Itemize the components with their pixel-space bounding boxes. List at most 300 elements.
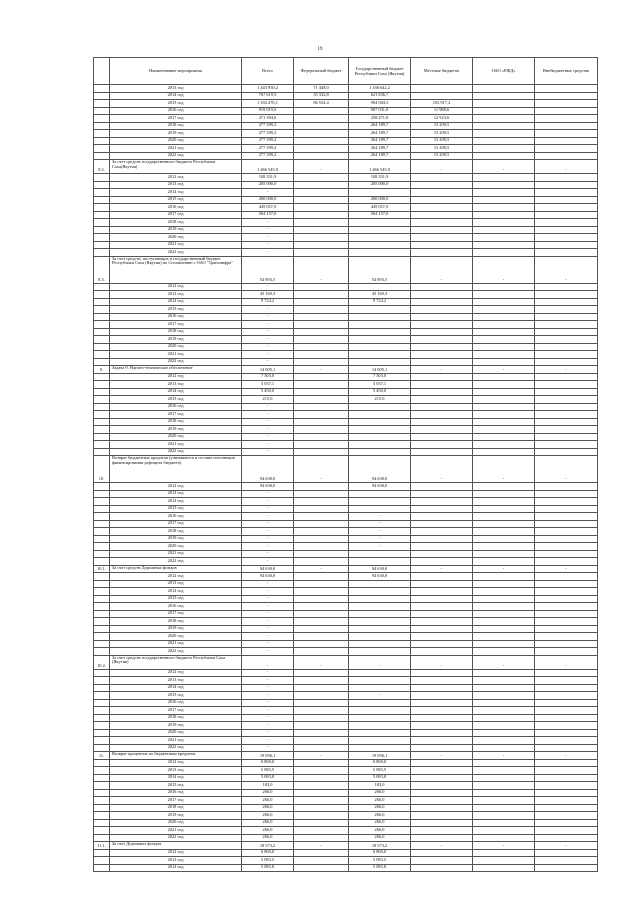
extrabudgetary-cell <box>535 692 598 700</box>
rzd-cell <box>473 819 535 827</box>
state-budget-cell <box>349 618 411 626</box>
federal-budget-cell <box>294 418 349 426</box>
local-budgets-cell <box>411 827 473 835</box>
rzd-cell <box>473 692 535 700</box>
total-cell: 266,0 <box>242 827 294 835</box>
extrabudgetary-cell <box>535 595 598 603</box>
total-cell: 6 860,0 <box>242 759 294 767</box>
federal-budget-cell <box>294 122 349 130</box>
total-cell: 5 083,8 <box>242 864 294 872</box>
row-number-cell: 11. <box>94 752 110 760</box>
extrabudgetary-cell <box>535 490 598 498</box>
row-number-cell <box>94 283 110 291</box>
rzd-cell <box>473 513 535 521</box>
extrabudgetary-cell <box>535 403 598 411</box>
table-row <box>94 403 598 411</box>
rzd-cell <box>473 722 535 730</box>
state-budget-cell <box>349 595 411 603</box>
row-number-cell <box>94 550 110 558</box>
federal-budget-cell <box>294 433 349 441</box>
rzd-cell <box>473 610 535 618</box>
federal-budget-cell <box>294 789 349 797</box>
section-row <box>94 842 598 850</box>
state-budget-cell: 266,0 <box>349 789 411 797</box>
state-budget-cell <box>349 558 411 566</box>
rzd-cell <box>473 313 535 321</box>
table-row <box>94 588 598 596</box>
table-row <box>94 684 598 692</box>
local-budgets-cell <box>411 336 473 344</box>
rzd-cell <box>473 648 535 656</box>
total-cell: - <box>242 411 294 419</box>
activity-name-cell: 2021 год <box>110 737 242 745</box>
table-row <box>94 145 598 153</box>
federal-budget-cell <box>294 699 349 707</box>
extrabudgetary-cell <box>535 174 598 182</box>
federal-budget-cell <box>294 426 349 434</box>
row-number-cell <box>94 249 110 257</box>
extrabudgetary-cell <box>535 528 598 536</box>
table-row <box>94 498 598 506</box>
rzd-cell <box>473 558 535 566</box>
row-number-cell <box>94 714 110 722</box>
activity-name-cell: 2022 год <box>110 358 242 366</box>
local-budgets-cell: - <box>411 366 473 374</box>
table-row <box>94 441 598 449</box>
total-cell: - <box>242 550 294 558</box>
state-budget-cell <box>349 699 411 707</box>
row-number-cell <box>94 448 110 456</box>
total-cell: 271 394,6 <box>242 115 294 123</box>
activity-name-cell: 2019 год <box>110 722 242 730</box>
total-cell: 7 303,0 <box>242 373 294 381</box>
extrabudgetary-cell: - <box>535 565 598 573</box>
table-row <box>94 351 598 359</box>
row-number-cell <box>94 137 110 145</box>
row-number-cell <box>94 804 110 812</box>
extrabudgetary-cell <box>535 137 598 145</box>
state-budget-cell: - <box>349 692 411 700</box>
state-budget-cell <box>349 219 411 227</box>
federal-budget-cell <box>294 219 349 227</box>
activity-name-cell: 2014 год <box>110 684 242 692</box>
row-number-cell <box>94 336 110 344</box>
federal-budget-cell: - <box>294 565 349 573</box>
activity-name-cell: За счет средств Дорожных фондов <box>110 565 242 573</box>
state-budget-cell <box>349 241 411 249</box>
federal-budget-cell: - <box>294 456 349 483</box>
row-number-cell <box>94 580 110 588</box>
rzd-cell <box>473 699 535 707</box>
activity-name-cell: 2015 год <box>110 396 242 404</box>
rzd-cell <box>473 528 535 536</box>
activity-name-cell: 2022 год <box>110 834 242 842</box>
table-row <box>94 336 598 344</box>
table-row <box>94 774 598 782</box>
row-number-cell <box>94 426 110 434</box>
local-budgets-cell: 103 917,2 <box>411 100 473 108</box>
state-budget-cell: 94 630,0 <box>349 565 411 573</box>
table-header-row <box>94 58 598 85</box>
row-number-cell <box>94 241 110 249</box>
local-budgets-cell <box>411 219 473 227</box>
state-budget-cell <box>349 321 411 329</box>
local-budgets-cell <box>411 241 473 249</box>
federal-budget-cell <box>294 498 349 506</box>
local-budgets-cell <box>411 196 473 204</box>
extrabudgetary-cell <box>535 759 598 767</box>
activity-name-cell: 2020 год <box>110 543 242 551</box>
rzd-cell <box>473 543 535 551</box>
total-cell: 3 037,1 <box>242 381 294 389</box>
activity-name-cell: 2015 год <box>110 782 242 790</box>
row-number-cell <box>94 610 110 618</box>
table-row <box>94 744 598 752</box>
local-budgets-cell: 11 988,6 <box>411 107 473 115</box>
table-row <box>94 388 598 396</box>
state-budget-cell <box>349 490 411 498</box>
activity-name-cell: 2015 год <box>110 196 242 204</box>
state-budget-cell: - <box>349 543 411 551</box>
extrabudgetary-cell <box>535 558 598 566</box>
state-budget-cell <box>349 610 411 618</box>
state-budget-cell <box>349 448 411 456</box>
total-cell: 183,0 <box>242 782 294 790</box>
activity-name-cell: 2016 год <box>110 313 242 321</box>
federal-budget-cell <box>294 298 349 306</box>
rzd-cell <box>473 774 535 782</box>
table-row <box>94 804 598 812</box>
extrabudgetary-cell <box>535 196 598 204</box>
extrabudgetary-cell <box>535 211 598 219</box>
rzd-cell <box>473 640 535 648</box>
rzd-cell <box>473 137 535 145</box>
total-cell: - <box>242 505 294 513</box>
federal-budget-cell <box>294 513 349 521</box>
rzd-cell <box>473 196 535 204</box>
rzd-cell: - <box>473 655 535 669</box>
extrabudgetary-cell <box>535 849 598 857</box>
state-budget-cell <box>349 729 411 737</box>
federal-budget-cell <box>294 603 349 611</box>
local-budgets-cell <box>411 633 473 641</box>
state-budget-cell <box>349 306 411 314</box>
state-budget-cell: 94 630,0 <box>349 573 411 581</box>
extrabudgetary-cell <box>535 358 598 366</box>
total-cell: - <box>242 558 294 566</box>
activity-name-cell: 2021 год <box>110 145 242 153</box>
total-cell: - <box>242 418 294 426</box>
activity-name-cell: 2020 год <box>110 433 242 441</box>
activity-name-cell: 2013 год <box>110 291 242 299</box>
rzd-cell <box>473 211 535 219</box>
extrabudgetary-cell <box>535 767 598 775</box>
extrabudgetary-cell <box>535 343 598 351</box>
activity-name-cell: 2012 год <box>110 669 242 677</box>
rzd-cell <box>473 115 535 123</box>
table-row <box>94 505 598 513</box>
table-row <box>94 625 598 633</box>
total-cell: - <box>242 677 294 685</box>
total-cell: - <box>242 528 294 536</box>
table-row <box>94 827 598 835</box>
total-cell: - <box>242 313 294 321</box>
extrabudgetary-cell: - <box>535 842 598 850</box>
extrabudgetary-cell: - <box>535 456 598 483</box>
federal-budget-cell <box>294 543 349 551</box>
federal-budget-cell <box>294 358 349 366</box>
state-budget-cell: 54 893,5 <box>349 256 411 283</box>
state-budget-cell: 5 083,5 <box>349 767 411 775</box>
federal-budget-cell <box>294 448 349 456</box>
extrabudgetary-cell <box>535 115 598 123</box>
activity-name-cell: 2017 год <box>110 610 242 618</box>
table-row <box>94 283 598 291</box>
federal-budget-cell <box>294 857 349 865</box>
extrabudgetary-cell: - <box>535 256 598 283</box>
extrabudgetary-cell <box>535 573 598 581</box>
federal-budget-cell <box>294 558 349 566</box>
state-budget-cell: 264 189,7 <box>349 145 411 153</box>
total-cell: - <box>242 535 294 543</box>
local-budgets-cell <box>411 433 473 441</box>
rzd-cell <box>473 226 535 234</box>
row-number-cell <box>94 381 110 389</box>
rzd-cell <box>473 669 535 677</box>
local-budgets-cell <box>411 677 473 685</box>
table-row <box>94 849 598 857</box>
activity-name-cell: 2022 год <box>110 152 242 160</box>
extrabudgetary-cell <box>535 373 598 381</box>
local-budgets-cell: 13 209,5 <box>411 145 473 153</box>
activity-name-cell: 2018 год <box>110 122 242 130</box>
extrabudgetary-cell <box>535 722 598 730</box>
rzd-cell <box>473 249 535 257</box>
table-row <box>94 603 598 611</box>
local-budgets-cell: 13 209,5 <box>411 137 473 145</box>
row-number-cell <box>94 498 110 506</box>
activity-name-cell: За счет средств государственного бюджета Республики Саха (Якутия) <box>110 655 242 669</box>
total-cell: 200 000,0 <box>242 196 294 204</box>
total-cell: - <box>242 692 294 700</box>
table-row <box>94 573 598 581</box>
row-number-cell <box>94 152 110 160</box>
row-number-cell <box>94 857 110 865</box>
row-number-cell <box>94 722 110 730</box>
row-number-cell <box>94 603 110 611</box>
federal-budget-cell <box>294 648 349 656</box>
state-budget-cell: 94 630,0 <box>349 483 411 491</box>
total-cell: 266,0 <box>242 834 294 842</box>
activity-name-cell: 2021 год <box>110 351 242 359</box>
total-cell: - <box>242 744 294 752</box>
total-cell: 94 630,0 <box>242 573 294 581</box>
activity-name-cell: 2020 год <box>110 343 242 351</box>
state-budget-cell <box>349 441 411 449</box>
state-budget-cell: 907 031,0 <box>349 107 411 115</box>
row-number-cell <box>94 648 110 656</box>
rzd-cell <box>473 418 535 426</box>
activity-name-cell: 2012 год <box>110 759 242 767</box>
state-budget-cell <box>349 648 411 656</box>
row-number-cell <box>94 849 110 857</box>
activity-name-cell: 2017 год <box>110 321 242 329</box>
row-number-cell <box>94 313 110 321</box>
local-budgets-cell <box>411 249 473 257</box>
total-cell: - <box>242 351 294 359</box>
local-budgets-cell <box>411 774 473 782</box>
federal-budget-cell <box>294 633 349 641</box>
federal-budget-cell <box>294 107 349 115</box>
federal-budget-cell <box>294 373 349 381</box>
total-cell: - <box>242 343 294 351</box>
local-budgets-cell <box>411 226 473 234</box>
table-row <box>94 152 598 160</box>
rzd-cell <box>473 358 535 366</box>
federal-budget-cell <box>294 864 349 872</box>
federal-budget-cell <box>294 283 349 291</box>
local-budgets-cell <box>411 291 473 299</box>
total-cell: - <box>242 699 294 707</box>
state-budget-cell <box>349 580 411 588</box>
state-budget-cell: 264 189,7 <box>349 152 411 160</box>
row-number-cell <box>94 558 110 566</box>
table-row <box>94 381 598 389</box>
total-cell: - <box>242 618 294 626</box>
federal-budget-cell <box>294 196 349 204</box>
row-number-cell <box>94 744 110 752</box>
extrabudgetary-cell <box>535 513 598 521</box>
row-number-cell <box>94 189 110 197</box>
table-row <box>94 610 598 618</box>
local-budgets-cell <box>411 857 473 865</box>
federal-budget-cell: - <box>294 752 349 760</box>
state-budget-cell: 9 724,2 <box>349 298 411 306</box>
state-budget-cell: 266,0 <box>349 834 411 842</box>
total-cell: 5 083,8 <box>242 774 294 782</box>
section-row <box>94 752 598 760</box>
extrabudgetary-cell <box>535 684 598 692</box>
activity-name-cell: 2019 год <box>110 226 242 234</box>
federal-budget-cell <box>294 692 349 700</box>
row-number-cell <box>94 373 110 381</box>
rzd-cell <box>473 448 535 456</box>
row-number-cell <box>94 483 110 491</box>
total-cell: 54 893,5 <box>242 256 294 283</box>
rzd-cell <box>473 336 535 344</box>
total-cell: 205 000,0 <box>242 181 294 189</box>
local-budgets-cell <box>411 388 473 396</box>
activity-name-cell: 2021 год <box>110 241 242 249</box>
extrabudgetary-cell <box>535 152 598 160</box>
federal-budget-cell <box>294 226 349 234</box>
federal-budget-cell <box>294 849 349 857</box>
local-budgets-cell <box>411 283 473 291</box>
rzd-cell: - <box>473 256 535 283</box>
state-budget-cell: 266,0 <box>349 797 411 805</box>
local-budgets-cell <box>411 321 473 329</box>
local-budgets-cell <box>411 520 473 528</box>
extrabudgetary-cell <box>535 737 598 745</box>
row-number-cell <box>94 692 110 700</box>
row-number-cell <box>94 699 110 707</box>
federal-budget-cell <box>294 174 349 182</box>
local-budgets-cell <box>411 692 473 700</box>
state-budget-cell: 264 189,7 <box>349 137 411 145</box>
total-cell: - <box>242 490 294 498</box>
extrabudgetary-cell <box>535 396 598 404</box>
extrabudgetary-cell <box>535 283 598 291</box>
rzd-cell <box>473 804 535 812</box>
table-row <box>94 196 598 204</box>
extrabudgetary-cell <box>535 714 598 722</box>
extrabudgetary-cell <box>535 640 598 648</box>
total-cell: - <box>242 448 294 456</box>
state-budget-cell: 18 573,2 <box>349 842 411 850</box>
state-budget-cell <box>349 426 411 434</box>
federal-budget-cell <box>294 812 349 820</box>
rzd-cell <box>473 505 535 513</box>
activity-name-cell: 2018 год <box>110 804 242 812</box>
rzd-cell <box>473 321 535 329</box>
rzd-cell <box>473 388 535 396</box>
state-budget-cell: 3 450,0 <box>349 388 411 396</box>
table-row <box>94 834 598 842</box>
federal-budget-cell <box>294 782 349 790</box>
federal-budget-cell: - <box>294 160 349 174</box>
rzd-cell <box>473 684 535 692</box>
local-budgets-cell <box>411 610 473 618</box>
row-number-cell <box>94 797 110 805</box>
total-cell: 1 443 950,2 <box>242 85 294 93</box>
extrabudgetary-cell <box>535 249 598 257</box>
activity-name-cell: 2020 год <box>110 234 242 242</box>
row-number-cell <box>94 774 110 782</box>
local-budgets-cell <box>411 834 473 842</box>
extrabudgetary-cell <box>535 85 598 93</box>
activity-name-cell: 2012 год <box>110 283 242 291</box>
total-cell: 14 005,1 <box>242 366 294 374</box>
local-budgets-cell: - <box>411 456 473 483</box>
federal-budget-cell: 35 332,8 <box>294 92 349 100</box>
table-row <box>94 219 598 227</box>
activity-name-cell: 2020 год <box>110 633 242 641</box>
table-row <box>94 241 598 249</box>
table-row <box>94 714 598 722</box>
row-number-cell: 10. <box>94 456 110 483</box>
total-cell: 266,0 <box>242 804 294 812</box>
local-budgets-cell <box>411 211 473 219</box>
row-number-cell <box>94 669 110 677</box>
activity-name-cell: 2018 год <box>110 714 242 722</box>
row-number-cell <box>94 595 110 603</box>
federal-budget-cell <box>294 291 349 299</box>
row-number-cell <box>94 789 110 797</box>
activity-name-cell: Возврат процентов по бюджетным кредитам <box>110 752 242 760</box>
rzd-cell <box>473 857 535 865</box>
rzd-cell <box>473 204 535 212</box>
extrabudgetary-cell <box>535 130 598 138</box>
activity-name-cell: 2018 год <box>110 528 242 536</box>
extrabudgetary-cell <box>535 729 598 737</box>
federal-budget-cell <box>294 313 349 321</box>
header-rzd: ОАО «РЖД» <box>473 58 535 85</box>
rzd-cell <box>473 107 535 115</box>
extrabudgetary-cell <box>535 812 598 820</box>
table-row <box>94 411 598 419</box>
federal-budget-cell: - <box>294 842 349 850</box>
row-number-cell <box>94 226 110 234</box>
